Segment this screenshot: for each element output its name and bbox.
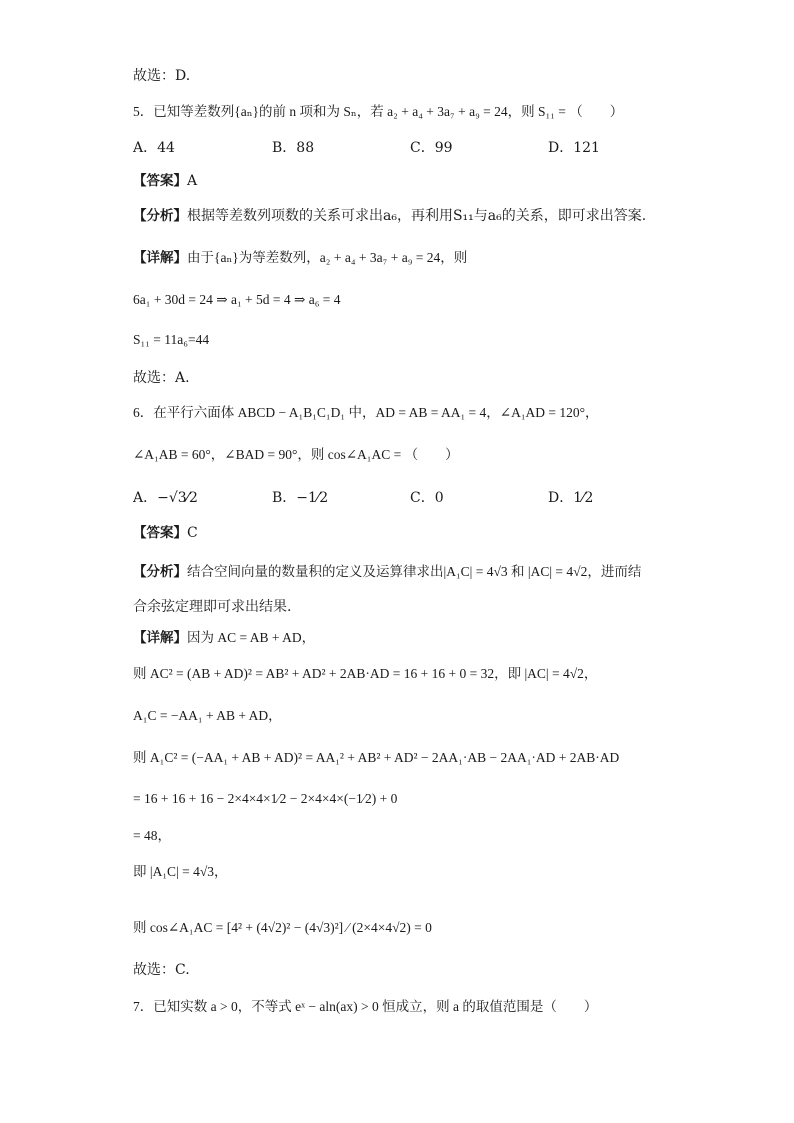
q5-option-c: C．99 (410, 140, 453, 156)
q7-stem: 7．已知实数 a > 0，不等式 eˣ − aln(ax) > 0 恒成立，则 a 的取值范围是（ ） (133, 999, 598, 1014)
prev-conclusion: 故选：D. (133, 68, 191, 84)
q6-detail-row (133, 628, 315, 648)
q6-answer: C (187, 525, 198, 541)
q5-answer-row (133, 171, 197, 191)
q5-option-b: B．88 (272, 140, 315, 156)
q6-detail: 因为 AC = AB + AD， (187, 630, 316, 645)
q6-stem-line-1: 6．在平行六面体 ABCD − A₁B₁C₁D₁ 中，AD = AB = AA₁ = 4，∠A₁AD = 120°， (133, 405, 599, 420)
q6-step-5: = 48， (133, 828, 171, 843)
answer-tag: 【答案】 (133, 525, 187, 541)
analysis-tag: 【分析】 (133, 208, 187, 224)
q5-detail: 由于{aₙ}为等差数列，a₂ + a₄ + 3a₇ + a₉ = 24，则 (187, 250, 468, 265)
q5-analysis: 根据等差数列项数的关系可求出a₆，再利用S₁₁与a₆的关系，即可求出答案. (187, 208, 647, 224)
q6-conclusion: 故选：C. (133, 962, 190, 978)
q6-analysis-row-1 (133, 562, 641, 582)
q5-conclusion: 故选：A. (133, 370, 190, 386)
q6-step-4: = 16 + 16 + 16 − 2×4×4×1⁄2 − 2×4×4×(−1⁄2) + 0 (133, 791, 398, 806)
q6-option-a: A．−√3⁄2 (133, 490, 198, 506)
q5-option-a: A．44 (133, 140, 175, 156)
detail-tag: 【详解】 (133, 250, 187, 266)
q6-analysis-1: 结合空间向量的数量积的定义及运算律求出|A₁C| = 4√3 和 |AC| = 4√2，进而结 (187, 564, 642, 579)
q5-step-2: S₁₁ = 11a₆=44 (133, 332, 210, 347)
q6-step-6: 即 |A₁C| = 4√3， (133, 864, 228, 879)
q6-option-b: B．−1⁄2 (272, 490, 329, 506)
analysis-tag: 【分析】 (133, 564, 187, 580)
q6-stem-line-2: ∠A₁AB = 60°，∠BAD = 90°，则 cos∠A₁AC = （ ） (133, 447, 459, 462)
q5-option-d: D．121 (548, 140, 600, 156)
q5-analysis-row (133, 206, 646, 226)
q6-step-3: 则 A₁C² = (−AA₁ + AB + AD)² = AA₁² + AB² + AD² − 2AA₁·AB − 2AA₁·AD + 2AB·AD (133, 750, 620, 765)
q6-step-2: A₁C = −AA₁ + AB + AD， (133, 708, 282, 723)
q6-analysis-2: 合余弦定理即可求出结果. (133, 599, 292, 615)
q5-stem: 5．已知等差数列{aₙ}的前 n 项和为 Sₙ，若 a₂ + a₄ + 3a₇ + a₉ = 24，则 S₁₁ = （ ） (133, 104, 624, 119)
detail-tag: 【详解】 (133, 630, 187, 646)
q6-step-1: 则 AC² = (AB + AD)² = AB² + AD² + 2AB·AD = 16 + 16 + 0 = 32，即 |AC| = 4√2， (133, 666, 598, 681)
q6-step-7: 则 cos∠A₁AC = [4² + (4√2)² − (4√3)²] ⁄ (2×4×4√2) = 0 (133, 920, 432, 935)
q6-answer-row (133, 523, 198, 543)
q6-option-d: D．1⁄2 (548, 490, 594, 506)
q5-answer: A (187, 173, 198, 189)
q5-step-1: 6a₁ + 30d = 24 ⇒ a₁ + 5d = 4 ⇒ a₆ = 4 (133, 292, 341, 307)
q6-option-c: C．0 (410, 490, 444, 506)
q5-detail-row (133, 248, 467, 268)
answer-tag: 【答案】 (133, 173, 187, 189)
